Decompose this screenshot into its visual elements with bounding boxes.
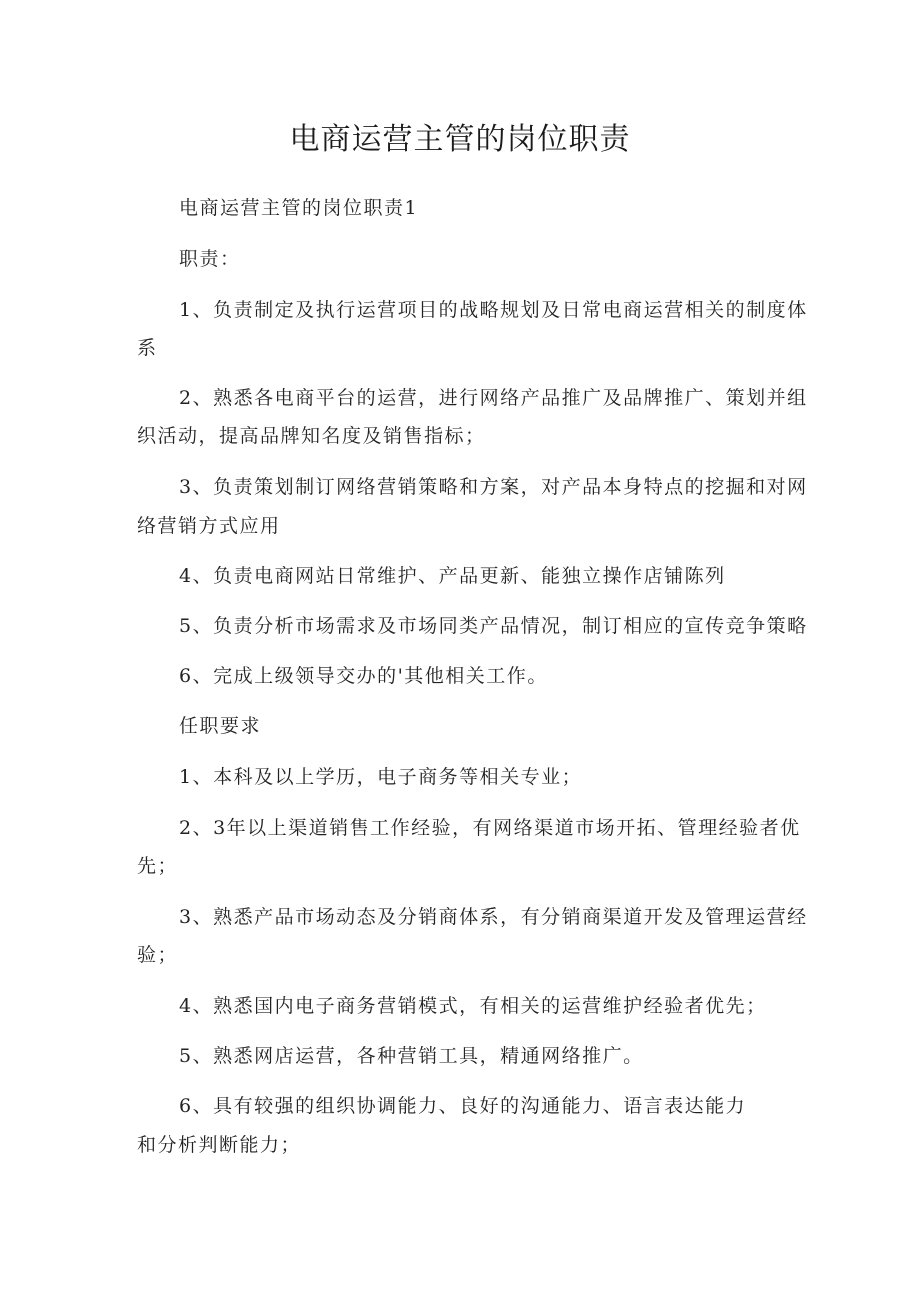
requirements-heading: 任职要求 <box>179 715 262 737</box>
requirement-item-2-line-2: 先； <box>137 855 179 877</box>
duty-item-3-line-1: 3、负责策划制订网络营销策略和方案，对产品本身特点的挖掘和对网 <box>179 476 808 498</box>
document-title: 电商运营主管的岗位职责 <box>289 122 631 157</box>
duty-item-1-line-2: 系 <box>137 337 158 359</box>
duty-item-6: 6、完成上级领导交办的'其他相关工作。 <box>179 665 548 687</box>
subtitle: 电商运营主管的岗位职责1 <box>179 197 419 219</box>
requirement-item-2-line-1: 2、3年以上渠道销售工作经验，有网络渠道市场开拓、管理经验者优 <box>179 817 801 839</box>
duty-item-3-line-2: 络营销方式应用 <box>137 515 281 537</box>
duty-item-2-line-1: 2、熟悉各电商平台的运营，进行网络产品推广及品牌推广、策划并组 <box>179 387 808 409</box>
requirement-item-4: 4、熟悉国内电子商务营销模式，有相关的运营维护经验者优先； <box>179 995 767 1017</box>
duty-item-4: 4、负责电商网站日常维护、产品更新、能独立操作店铺陈列 <box>179 565 726 587</box>
requirement-item-5: 5、熟悉网店运营，各种营销工具，精通网络推广。 <box>179 1045 644 1067</box>
duties-heading: 职责： <box>179 248 241 270</box>
duty-item-2-line-2: 织活动，提高品牌知名度及销售指标； <box>137 425 486 447</box>
requirement-item-3-line-2: 验； <box>137 944 179 966</box>
requirement-item-6-line-1: 6、具有较强的组织协调能力、良好的沟通能力、语言表达能力 <box>179 1095 747 1117</box>
duty-item-5: 5、负责分析市场需求及市场同类产品情况，制订相应的宣传竞争策略 <box>179 615 808 637</box>
requirement-item-3-line-1: 3、熟悉产品市场动态及分销商体系，有分销商渠道开发及管理运营经 <box>179 906 808 928</box>
requirement-item-1: 1、本科及以上学历，电子商务等相关专业； <box>179 766 583 788</box>
duty-item-1-line-1: 1、负责制定及执行运营项目的战略规划及日常电商运营相关的制度体 <box>179 299 808 321</box>
requirement-item-6-line-2: 和分析判断能力； <box>137 1134 302 1156</box>
